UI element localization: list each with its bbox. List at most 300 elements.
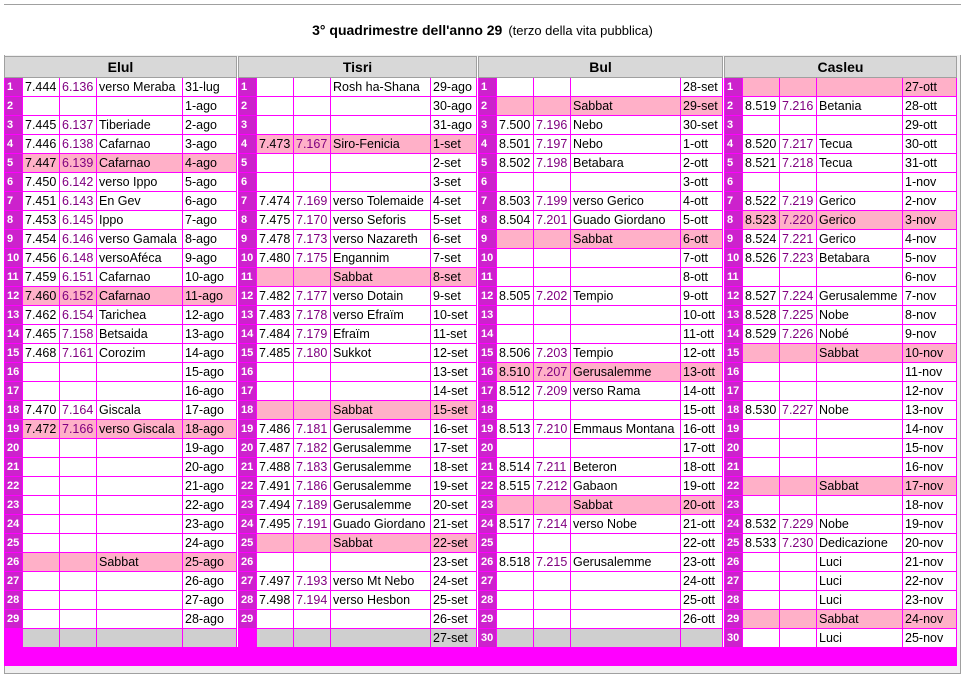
ref-b (60, 572, 97, 591)
ref-a (743, 553, 780, 572)
day-number: 27 (5, 572, 23, 591)
ref-b: 6.138 (60, 135, 97, 154)
day-number: 10 (725, 249, 743, 268)
day-number: 22 (239, 477, 257, 496)
day-number: 22 (479, 477, 497, 496)
ref-b (780, 610, 817, 629)
ref-a: 7.454 (23, 230, 60, 249)
day-number: 9 (5, 230, 23, 249)
ref-b (780, 572, 817, 591)
date-cell: 9-ott (681, 287, 723, 306)
footer-cell (681, 648, 723, 666)
ref-a (497, 249, 534, 268)
place-cell: Sabbat (97, 553, 183, 572)
day-number: 18 (725, 401, 743, 420)
ref-a (497, 78, 534, 97)
date-cell: 29-set (681, 97, 723, 116)
footer-cell (571, 648, 681, 666)
table-row (5, 154, 957, 173)
day-number: 27 (479, 572, 497, 591)
footer-cell (5, 648, 23, 666)
place-cell: Gerusalemme (817, 287, 903, 306)
ref-b (60, 496, 97, 515)
footer-row (5, 648, 957, 666)
day-number: 25 (479, 534, 497, 553)
date-cell: 23-ott (681, 553, 723, 572)
day-number: 10 (239, 249, 257, 268)
place-cell (817, 382, 903, 401)
place-cell (331, 97, 431, 116)
date-cell: 4-set (431, 192, 477, 211)
ref-b: 7.221 (780, 230, 817, 249)
date-cell: 25-nov (903, 629, 957, 648)
date-cell: 22-ago (183, 496, 237, 515)
date-cell: 10-nov (903, 344, 957, 363)
date-cell: 10-ago (183, 268, 237, 287)
place-cell (817, 268, 903, 287)
date-cell: 26-ott (681, 610, 723, 629)
date-cell: 17-ott (681, 439, 723, 458)
footer-cell (431, 648, 477, 666)
date-cell: 28-ott (903, 97, 957, 116)
ref-b: 7.209 (534, 382, 571, 401)
place-cell (817, 363, 903, 382)
date-cell: 20-set (431, 496, 477, 515)
date-cell (183, 629, 237, 648)
ref-b: 7.161 (60, 344, 97, 363)
place-cell (97, 382, 183, 401)
ref-a (257, 610, 294, 629)
ref-a: 8.524 (743, 230, 780, 249)
date-cell: 6-set (431, 230, 477, 249)
table-row (5, 135, 957, 154)
day-number: 11 (5, 268, 23, 287)
ref-b (60, 97, 97, 116)
place-cell: Sabbat (331, 268, 431, 287)
date-cell: 18-ott (681, 458, 723, 477)
ref-b: 7.218 (780, 154, 817, 173)
date-cell: 8-ago (183, 230, 237, 249)
place-cell (97, 458, 183, 477)
day-number: 21 (5, 458, 23, 477)
ref-a: 8.520 (743, 135, 780, 154)
ref-a: 7.462 (23, 306, 60, 325)
ref-b: 6.146 (60, 230, 97, 249)
table-row (5, 496, 957, 515)
ref-a (23, 97, 60, 116)
ref-a: 7.480 (257, 249, 294, 268)
date-cell: 15-nov (903, 439, 957, 458)
place-cell: Luci (817, 591, 903, 610)
table-row (5, 363, 957, 382)
ref-a: 7.445 (23, 116, 60, 135)
day-number: 11 (239, 268, 257, 287)
place-cell: Sabbat (817, 610, 903, 629)
date-cell: 4-ago (183, 154, 237, 173)
ref-a (257, 363, 294, 382)
day-number: 5 (479, 154, 497, 173)
footer-cell (239, 648, 257, 666)
date-cell: 21-set (431, 515, 477, 534)
ref-a: 7.472 (23, 420, 60, 439)
date-cell: 27-ago (183, 591, 237, 610)
day-number: 8 (725, 211, 743, 230)
place-cell: Betabara (817, 249, 903, 268)
ref-b: 7.207 (534, 363, 571, 382)
place-cell: Gerusalemme (331, 458, 431, 477)
place-cell: Gerusalemme (571, 363, 681, 382)
place-cell (331, 553, 431, 572)
place-cell: Cafarnao (97, 268, 183, 287)
ref-b (534, 496, 571, 515)
day-number: 22 (725, 477, 743, 496)
day-number: 26 (5, 553, 23, 572)
ref-b: 7.212 (534, 477, 571, 496)
ref-b (780, 344, 817, 363)
ref-b: 7.223 (780, 249, 817, 268)
place-cell: Gerico (817, 211, 903, 230)
day-number: 7 (5, 192, 23, 211)
table-row (5, 344, 957, 363)
footer-cell (817, 648, 903, 666)
ref-a: 7.453 (23, 211, 60, 230)
day-number: 27 (239, 572, 257, 591)
date-cell: 21-ott (681, 515, 723, 534)
place-cell: Betsaida (97, 325, 183, 344)
date-cell: 24-ago (183, 534, 237, 553)
place-cell (817, 173, 903, 192)
ref-b (780, 591, 817, 610)
date-cell: 30-ott (903, 135, 957, 154)
place-cell (97, 572, 183, 591)
date-cell: 7-ott (681, 249, 723, 268)
table-row (5, 591, 957, 610)
day-number: 4 (479, 135, 497, 154)
day-number: 16 (5, 363, 23, 382)
place-cell: Guado Giordano (331, 515, 431, 534)
date-cell: 8-set (431, 268, 477, 287)
place-cell (571, 173, 681, 192)
place-cell: verso Meraba (97, 78, 183, 97)
place-cell: Betania (817, 97, 903, 116)
ref-b: 6.154 (60, 306, 97, 325)
footer-cell (183, 648, 237, 666)
date-cell: 24-set (431, 572, 477, 591)
date-cell: 8-nov (903, 306, 957, 325)
ref-b (534, 97, 571, 116)
table-row (5, 249, 957, 268)
ref-a (257, 268, 294, 287)
date-cell: 1-ott (681, 135, 723, 154)
day-number: 25 (5, 534, 23, 553)
day-number: 15 (479, 344, 497, 363)
date-cell: 2-ago (183, 116, 237, 135)
ref-b (60, 610, 97, 629)
footer-cell (479, 648, 497, 666)
date-cell: 16-set (431, 420, 477, 439)
day-number: 19 (725, 420, 743, 439)
day-number: 18 (5, 401, 23, 420)
month-header: Tisri (239, 57, 477, 78)
place-cell: Sabbat (331, 401, 431, 420)
table-row (5, 211, 957, 230)
ref-b: 7.191 (294, 515, 331, 534)
date-cell: 28-ago (183, 610, 237, 629)
place-cell: Gerusalemme (331, 439, 431, 458)
date-cell: 27-ott (903, 78, 957, 97)
ref-b (534, 629, 571, 648)
day-number: 6 (725, 173, 743, 192)
ref-a: 7.482 (257, 287, 294, 306)
day-number: 26 (239, 553, 257, 572)
ref-b (534, 572, 571, 591)
ref-a: 8.519 (743, 97, 780, 116)
ref-b: 7.194 (294, 591, 331, 610)
place-cell: Tiberiade (97, 116, 183, 135)
day-number: 15 (725, 344, 743, 363)
ref-b (534, 591, 571, 610)
day-number: 29 (725, 610, 743, 629)
date-cell: 11-ago (183, 287, 237, 306)
place-cell (571, 629, 681, 648)
day-number: 1 (5, 78, 23, 97)
place-cell: Nebo (571, 135, 681, 154)
date-cell: 12-set (431, 344, 477, 363)
ref-a (743, 420, 780, 439)
ref-b (294, 553, 331, 572)
ref-a: 8.502 (497, 154, 534, 173)
place-cell: verso Tolemaide (331, 192, 431, 211)
day-number: 12 (479, 287, 497, 306)
ref-b: 7.183 (294, 458, 331, 477)
ref-b: 7.186 (294, 477, 331, 496)
month-header: Elul (5, 57, 237, 78)
date-cell: 4-ott (681, 192, 723, 211)
day-number: 23 (239, 496, 257, 515)
ref-b: 7.227 (780, 401, 817, 420)
place-cell: verso Efraïm (331, 306, 431, 325)
ref-a (23, 515, 60, 534)
day-number: 21 (239, 458, 257, 477)
day-number: 16 (479, 363, 497, 382)
date-cell: 19-ott (681, 477, 723, 496)
place-cell: Gerico (817, 192, 903, 211)
ref-a (497, 230, 534, 249)
place-cell: En Gev (97, 192, 183, 211)
date-cell: 11-nov (903, 363, 957, 382)
ref-a: 7.446 (23, 135, 60, 154)
ref-b (534, 401, 571, 420)
date-cell: 30-set (681, 116, 723, 135)
ref-a: 8.523 (743, 211, 780, 230)
date-cell: 12-ott (681, 344, 723, 363)
place-cell: Gerusalemme (571, 553, 681, 572)
table-row (5, 515, 957, 534)
date-cell: 13-ott (681, 363, 723, 382)
day-number: 17 (479, 382, 497, 401)
date-cell: 23-nov (903, 591, 957, 610)
ref-b: 7.230 (780, 534, 817, 553)
place-cell: Tempio (571, 287, 681, 306)
ref-a: 8.521 (743, 154, 780, 173)
ref-a: 7.483 (257, 306, 294, 325)
place-cell: Gerusalemme (331, 477, 431, 496)
ref-a (23, 382, 60, 401)
ref-a: 7.495 (257, 515, 294, 534)
ref-b: 6.142 (60, 173, 97, 192)
day-number: 15 (5, 344, 23, 363)
day-number: 13 (725, 306, 743, 325)
ref-b (780, 439, 817, 458)
date-cell: 4-nov (903, 230, 957, 249)
place-cell: versoAféca (97, 249, 183, 268)
table-row (5, 325, 957, 344)
ref-a (23, 572, 60, 591)
ref-a: 7.474 (257, 192, 294, 211)
place-cell: Gerico (817, 230, 903, 249)
ref-b: 7.181 (294, 420, 331, 439)
table-row (5, 458, 957, 477)
date-cell (681, 629, 723, 648)
ref-b: 7.169 (294, 192, 331, 211)
day-number: 26 (725, 553, 743, 572)
date-cell: 9-set (431, 287, 477, 306)
ref-b (294, 173, 331, 192)
ref-b: 7.170 (294, 211, 331, 230)
date-cell: 3-set (431, 173, 477, 192)
day-number: 2 (479, 97, 497, 116)
day-number: 19 (239, 420, 257, 439)
date-cell: 14-set (431, 382, 477, 401)
ref-a (743, 78, 780, 97)
place-cell: Efraïm (331, 325, 431, 344)
place-cell: Corozim (97, 344, 183, 363)
place-cell (571, 78, 681, 97)
day-number: 7 (239, 192, 257, 211)
date-cell: 23-ago (183, 515, 237, 534)
date-cell: 6-ago (183, 192, 237, 211)
table-row (5, 382, 957, 401)
place-cell (331, 154, 431, 173)
ref-a: 7.478 (257, 230, 294, 249)
ref-a (257, 534, 294, 553)
ref-b: 7.229 (780, 515, 817, 534)
place-cell: Gerusalemme (331, 420, 431, 439)
date-cell: 1-set (431, 135, 477, 154)
ref-a: 8.522 (743, 192, 780, 211)
table-row (5, 401, 957, 420)
place-cell: Tecua (817, 154, 903, 173)
ref-b (534, 306, 571, 325)
footer-cell (60, 648, 97, 666)
date-cell: 10-set (431, 306, 477, 325)
ref-b: 7.217 (780, 135, 817, 154)
date-cell: 11-set (431, 325, 477, 344)
footer-cell (97, 648, 183, 666)
day-number: 10 (5, 249, 23, 268)
place-cell (331, 382, 431, 401)
date-cell: 11-ott (681, 325, 723, 344)
place-cell: Cafarnao (97, 154, 183, 173)
ref-b (780, 78, 817, 97)
ref-b: 6.151 (60, 268, 97, 287)
place-cell (97, 496, 183, 515)
ref-a: 7.456 (23, 249, 60, 268)
day-number: 2 (725, 97, 743, 116)
place-cell (571, 268, 681, 287)
ref-a: 7.484 (257, 325, 294, 344)
place-cell: verso Gamala (97, 230, 183, 249)
ref-b: 7.164 (60, 401, 97, 420)
ref-a: 8.517 (497, 515, 534, 534)
footer-cell (257, 648, 294, 666)
place-cell (331, 116, 431, 135)
day-number: 28 (725, 591, 743, 610)
place-cell: Betabara (571, 154, 681, 173)
footer-cell (23, 648, 60, 666)
ref-b (780, 268, 817, 287)
ref-b (294, 268, 331, 287)
date-cell: 5-ott (681, 211, 723, 230)
date-cell: 26-set (431, 610, 477, 629)
place-cell (571, 306, 681, 325)
date-cell: 17-set (431, 439, 477, 458)
place-cell: Sabbat (571, 230, 681, 249)
footer-cell (725, 648, 743, 666)
ref-b: 6.139 (60, 154, 97, 173)
place-cell (571, 534, 681, 553)
ref-b: 7.201 (534, 211, 571, 230)
day-number: 12 (239, 287, 257, 306)
date-cell: 1-ago (183, 97, 237, 116)
place-cell (571, 572, 681, 591)
place-cell: Tempio (571, 344, 681, 363)
day-number: 29 (239, 610, 257, 629)
day-number: 13 (5, 306, 23, 325)
ref-a: 8.514 (497, 458, 534, 477)
day-number: 28 (479, 591, 497, 610)
ref-a (23, 629, 60, 648)
ref-a: 8.501 (497, 135, 534, 154)
day-number: 14 (239, 325, 257, 344)
ref-b (294, 629, 331, 648)
ref-a: 7.444 (23, 78, 60, 97)
day-number: 24 (239, 515, 257, 534)
ref-a (23, 534, 60, 553)
date-cell: 28-set (681, 78, 723, 97)
date-cell: 17-ago (183, 401, 237, 420)
day-number (5, 629, 23, 648)
date-cell: 21-ago (183, 477, 237, 496)
ref-a: 7.470 (23, 401, 60, 420)
date-cell: 6-ott (681, 230, 723, 249)
date-cell: 17-nov (903, 477, 957, 496)
ref-b (780, 553, 817, 572)
place-cell (571, 610, 681, 629)
ref-a: 8.503 (497, 192, 534, 211)
date-cell: 14-nov (903, 420, 957, 439)
day-number: 11 (479, 268, 497, 287)
place-cell (331, 363, 431, 382)
ref-b: 6.136 (60, 78, 97, 97)
day-number: 5 (725, 154, 743, 173)
day-number: 16 (725, 363, 743, 382)
ref-b (60, 515, 97, 534)
place-cell: verso Giscala (97, 420, 183, 439)
date-cell: 15-set (431, 401, 477, 420)
ref-a: 8.526 (743, 249, 780, 268)
ref-a (497, 439, 534, 458)
